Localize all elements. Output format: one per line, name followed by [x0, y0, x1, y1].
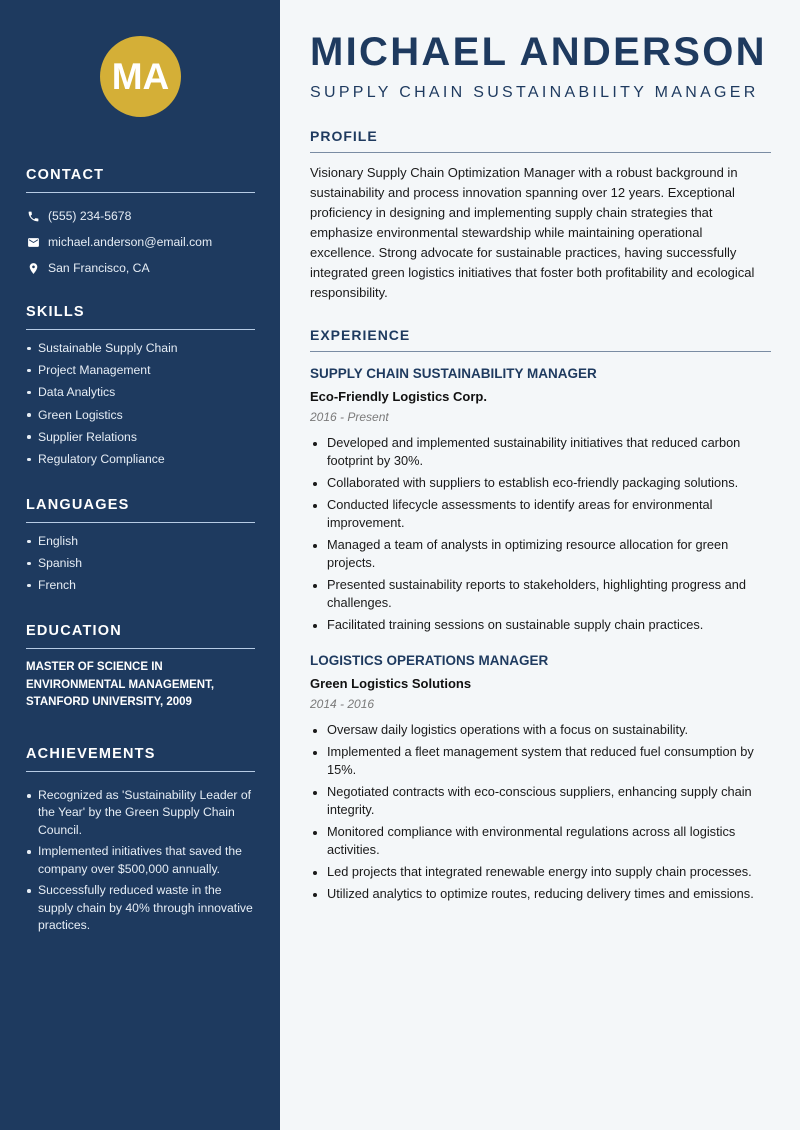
job-bullet: Negotiated contracts with eco-conscious suppliers, enhancing supply chain integrity. [310, 783, 771, 819]
contact-email [26, 229, 255, 255]
skill-item: Sustainable Supply Chain [26, 337, 255, 359]
achievements-list [26, 787, 255, 934]
job-bullet: Utilized analytics to optimize routes, reducing delivery times and emissions. [310, 885, 771, 903]
languages-heading: LANGUAGES [26, 497, 255, 523]
experience-heading: EXPERIENCE [310, 327, 771, 352]
phone-text[interactable]: (555) 234-5678 [48, 209, 132, 223]
email-icon [26, 235, 40, 249]
contact-heading: CONTACT [26, 167, 255, 193]
location-text: San Francisco, CA [48, 261, 150, 275]
job-bullet: Facilitated training sessions on sustainable supply chain practices. [310, 616, 771, 634]
skill-item: Supplier Relations [26, 426, 255, 448]
achievement-item: Implemented initiatives that saved the company over $500,000 annually. [26, 843, 255, 878]
achievement-item: Successfully reduced waste in the supply chain by 40% through innovative practices. [26, 882, 255, 934]
job-bullet: Oversaw daily logistics operations with a focus on sustainability. [310, 721, 771, 739]
job-dates: 2014 - 2016 [310, 697, 375, 711]
email-text[interactable]: michael.anderson@email.com [48, 235, 213, 249]
achievement-item: Recognized as 'Sustainability Leader of the Year' by the Green Supply Chain Council. [26, 787, 255, 839]
job-bullet: Collaborated with suppliers to establish eco-friendly packaging solutions. [310, 474, 771, 492]
skills-list [26, 337, 255, 470]
skills-heading: SKILLS [26, 304, 255, 330]
contact-list [26, 203, 255, 281]
job-title: SUPPLY CHAIN SUSTAINABILITY MANAGER [310, 366, 597, 381]
job-entry-1 [310, 366, 771, 638]
skills-section [26, 304, 255, 470]
education-degree: MASTER OF SCIENCE IN ENVIRONMENTAL MANAGEMENT, STANFORD UNIVERSITY, 2009 [26, 661, 215, 708]
avatar [100, 36, 181, 117]
avatar-initials: MA [111, 55, 170, 97]
job-entry-2 [310, 653, 771, 907]
job-bullet: Monitored compliance with environmental regulations across all logistics activities. [310, 823, 771, 859]
languages-section [26, 497, 255, 597]
contact-section [26, 167, 255, 281]
skill-item: Project Management [26, 359, 255, 381]
contact-location [26, 255, 255, 281]
job-bullet: Developed and implemented sustainability initiatives that reduced carbon footprint by 30%. [310, 434, 771, 470]
job-bullet: Conducted lifecycle assessments to identify areas for environmental improvement. [310, 496, 771, 532]
job-bullets [310, 721, 771, 903]
language-item: Spanish [26, 552, 255, 574]
skill-item: Green Logistics [26, 404, 255, 426]
job-bullet: Implemented a fleet management system that reduced fuel consumption by 15%. [310, 743, 771, 779]
job-dates: 2016 - Present [310, 410, 389, 424]
profile-heading: PROFILE [310, 128, 771, 153]
job-title-subtitle: SUPPLY CHAIN SUSTAINABILITY MANAGER [310, 84, 759, 101]
profile-summary: Visionary Supply Chain Optimization Manager with a robust background in sustainability and process innovation spanning over 12 years. Exceptional proficiency in designing and implementing supply chain strategies that emphasize environmental stewardship while maintaining operational excellence. Strong advocate for sustainable practices, having successfully integrated green logistics initiatives that foster both profitability and ecological responsibility. [310, 165, 755, 300]
education-heading: EDUCATION [26, 623, 255, 649]
job-bullets [310, 434, 771, 634]
skill-item: Data Analytics [26, 381, 255, 403]
language-item: French [26, 574, 255, 596]
company-name: Eco-Friendly Logistics Corp. [310, 389, 487, 404]
candidate-name: MICHAEL ANDERSON [310, 30, 767, 74]
job-bullet: Managed a team of analysts in optimizing resource allocation for green projects. [310, 536, 771, 572]
achievements-heading: ACHIEVEMENTS [26, 746, 255, 772]
skill-item: Regulatory Compliance [26, 448, 255, 470]
achievements-section [26, 746, 255, 939]
education-section [26, 623, 255, 712]
contact-phone [26, 203, 255, 229]
location-pin-icon [26, 261, 40, 275]
phone-icon [26, 209, 40, 223]
languages-list [26, 530, 255, 597]
job-bullet: Presented sustainability reports to stakeholders, highlighting progress and challenges. [310, 576, 771, 612]
job-title: LOGISTICS OPERATIONS MANAGER [310, 653, 549, 668]
company-name: Green Logistics Solutions [310, 676, 472, 691]
language-item: English [26, 530, 255, 552]
sidebar [0, 0, 280, 1130]
job-bullet: Led projects that integrated renewable energy into supply chain processes. [310, 863, 771, 881]
